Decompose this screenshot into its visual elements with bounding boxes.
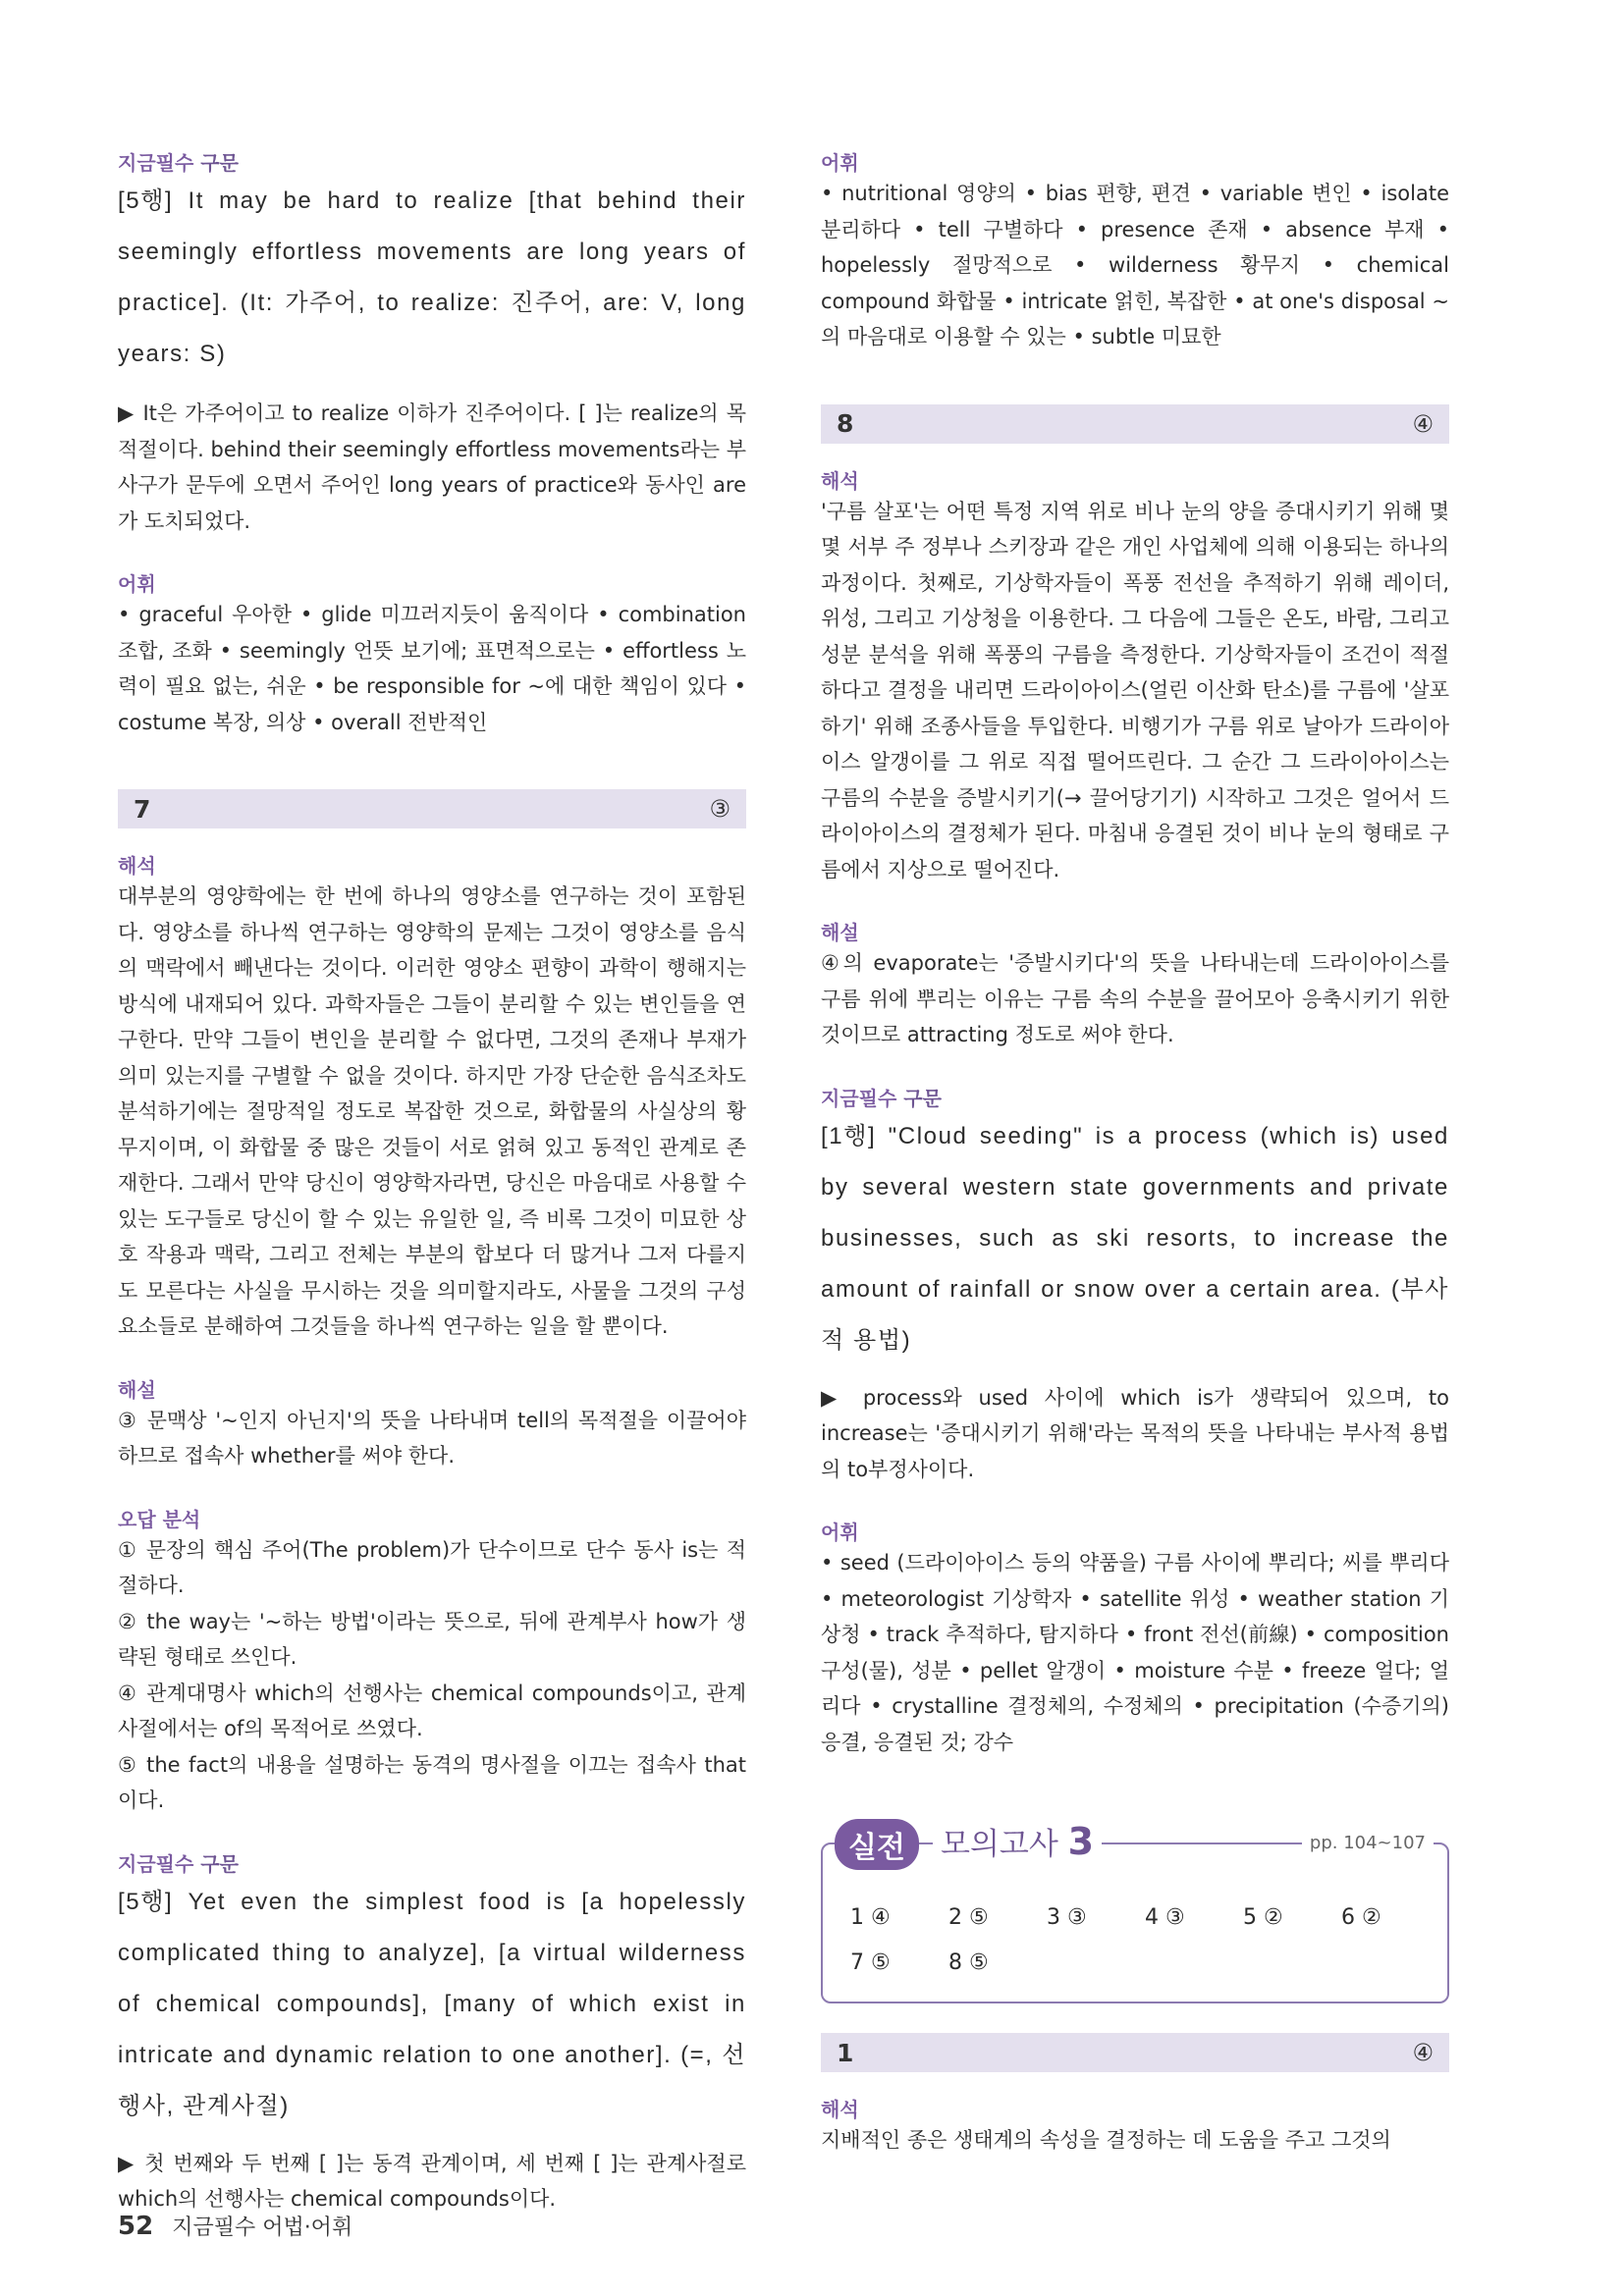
- answer-item: 2 ⑤: [948, 1905, 989, 1930]
- question-header: [821, 404, 1449, 444]
- question-answer: ④: [1412, 2039, 1434, 2066]
- explanation-text: ③ 문맥상 '~인지 아닌지'의 뜻을 나타내며 tell의 목적절을 이끌어야 하므로 접속사 whether를 써야 한다.: [118, 1408, 746, 1468]
- question-number: 8: [837, 409, 854, 438]
- vocab-label: 어휘: [821, 1521, 859, 1544]
- answer-grid: [850, 1896, 1439, 1986]
- vocab-list: • seed (드라이아이스 등의 약품을) 구름 사이에 뿌리다; 씨를 뿌리다 • meteorologist 기상학자 • satellite 위성 • weather station 기상청 • track 추적하다, 탐지하다 • front 전선(前線) • composition 구성(물), 성분 • pellet 알갱이 • moisture 수분 • freeze 얼다; 얼리다 • crystalline 결정체의, 수정체의 • precipitation (수증기의) 응결, 응결된 것; 강수: [821, 1551, 1449, 1754]
- vocab-list: • nutritional 영양의 • bias 편향, 편견 • variable 변인 • isolate 분리하다 • tell 구별하다 • presence 존재 • absence 부재 • hopelessly 절망적으로 • wilderness 황무지 • chemical compound 화합물 • intricate 얽힌, 복잡한 • at one's disposal ~의 마음대로 이용할 수 있는 • subtle 미묘한: [821, 182, 1449, 348]
- sentence-analysis: [5행] Yet even the simplest food is [a hopelessly complicated thing to analyze], [a virtual wilderness of chemical compounds], [many of which exist in intricate and dynamic relation to one another]. (=, 선행사, 관계사절): [118, 1888, 746, 2119]
- translation-label: 해석: [118, 854, 156, 878]
- vocab-label: 어휘: [821, 151, 859, 175]
- sentence-analysis: [1행] "Cloud seeding" is a process (which is) used by several western state governments and private businesses, such as ski resorts, to increase the amount of rainfall or snow over a certain area. (부사적 용법): [821, 1122, 1449, 1354]
- explanation-label: 해설: [118, 1377, 156, 1402]
- question-header: [821, 2033, 1449, 2072]
- wrong-answer-item: ④ 관계대명사 which의 선행사는 chemical compounds이고, 관계사절에서는 of의 목적어로 쓰였다.: [118, 1681, 746, 1740]
- sentence-analysis: [5행] It may be hard to realize [that behind their seemingly effortless movements are long years of practice]. (It: 가주어, to realize: 진주어, are: V, long years: S): [118, 187, 746, 367]
- left-column: [118, 147, 746, 2217]
- section-label: 지금필수 구문: [821, 1086, 942, 1110]
- explanation-label: 해설: [821, 921, 859, 944]
- section-label: 지금필수 구문: [118, 1851, 239, 1876]
- practice-badge: 실전: [835, 1819, 919, 1870]
- wrong-answer-label: 오답 분석: [118, 1507, 201, 1531]
- question-number: 1: [837, 2038, 854, 2067]
- translation-label: 해석: [821, 468, 859, 493]
- wrong-answer-item: ② the way는 '~하는 방법'이라는 뜻으로, 뒤에 관계부사 how가 생략된 형태로 쓰인다.: [118, 1609, 746, 1669]
- question-number: 7: [134, 794, 151, 824]
- explanation-text: ④의 evaporate는 '증발시키다'의 뜻을 나타내는데 드라이아이스를 구름 위에 뿌리는 이유는 구름 속의 수분을 끌어모아 응축시키기 위한 것이므로 attracting 정도로 써야 한다.: [821, 951, 1449, 1046]
- answer-item: 6 ②: [1341, 1905, 1381, 1930]
- translation-label: 해석: [821, 2098, 859, 2121]
- question-answer: ③: [709, 795, 731, 823]
- answer-item: 4 ③: [1145, 1905, 1185, 1930]
- sentence-explanation: ▶ It은 가주어이고 to realize 이하가 진주어이다. [ ]는 realize의 목적절이다. behind their seemingly effortless movements라는 부사구가 문두에 오면서 주어인 long years of practice와 동사인 are가 도치되었다.: [118, 401, 746, 533]
- vocab-list: • graceful 우아한 • glide 미끄러지듯이 움직이다 • combination 조합, 조화 • seemingly 언뜻 보기에; 표면적으로는 • effortless 노력이 필요 없는, 쉬운 • be responsible for ~에 대한 책임이 있다 • costume 복장, 의상 • overall 전반적인: [118, 603, 746, 734]
- answer-item: 5 ②: [1243, 1905, 1283, 1930]
- translation-text: 대부분의 영양학에는 한 번에 하나의 영양소를 연구하는 것이 포함된다. 영양소를 하나씩 연구하는 영양학의 문제는 그것이 영양소를 음식의 맥락에서 빼낸다는 것이다. 이러한 영양소 편향이 과학이 행해지는 방식에 내재되어 있다. 과학자들은 그들이 분리할 수 있는 변인들을 연구한다. 만약 그들이 변인을 분리할 수 없다면, 그것의 존재나 부재가 의미 있는지를 구별할 수 없을 것이다. 하지만 가장 단순한 음식조차도 분석하기에는 절망적일 정도로 복잡한 것으로, 화합물의 사실상의 황무지이며, 이 화합물 중 많은 것들이 서로 얽혀 있고 동적인 관계로 존재한다. 그래서 만약 당신이 영양학자라면, 당신은 마음대로 사용할 수 있는 도구들로 당신이 할 수 있는 유일한 일, 즉 비록 그것이 미묘한 상호 작용과 맥락, 그리고 전체는 부분의 합보다 더 많거나 그저 다를지도 모른다는 사실을 무시하는 것을 의미할지라도, 사물을 그것의 구성 요소들로 분해하여 그것들을 하나씩 연구하는 일을 할 뿐이다.: [118, 884, 746, 1338]
- page-range: pp. 104~107: [1302, 1833, 1434, 1853]
- practice-test-title: 모의고사 3: [933, 1819, 1102, 1863]
- answer-item: 8 ⑤: [948, 1950, 989, 1975]
- vocab-label: 어휘: [118, 572, 156, 596]
- wrong-answer-item: ① 문장의 핵심 주어(The problem)가 단수이므로 단수 동사 is는 적절하다.: [118, 1537, 746, 1597]
- translation-text: '구름 살포'는 어떤 특정 지역 위로 비나 눈의 양을 증대시키기 위해 몇몇 서부 주 정부나 스키장과 같은 개인 사업체에 의해 이용되는 하나의 과정이다. 첫째로, 기상학자들이 폭풍 전선을 추적하기 위해 레이더, 위성, 그리고 기상청을 이용한다. 그 다음에 그들은 온도, 바람, 그리고 성분 분석을 위해 폭풍의 구름을 측정한다. 기상학자들이 조건이 적절하다고 결정을 내리면 드라이아이스(얼린 이산화 탄소)를 구름에 '살포하기' 위해 조종사들을 투입한다. 비행기가 구름 위로 날아가 드라이아이스 알갱이를 그 위로 직접 떨어뜨린다. 그 순간 그 드라이아이스는 구름의 수분을 증발시키기(→ 끌어당기기) 시작하고 그것은 얼어서 드라이아이스의 결정체가 된다. 마침내 응결된 것이 비나 눈의 형태로 구름에서 지상으로 떨어진다.: [821, 499, 1449, 881]
- question-answer: ④: [1412, 409, 1434, 438]
- sentence-explanation: ▶ 첫 번째와 두 번째 [ ]는 동격 관계이며, 세 번째 [ ]는 관계사절로 which의 선행사는 chemical compounds이다.: [118, 2151, 746, 2211]
- page-number: 52: [118, 2212, 154, 2241]
- section-label: 지금필수 구문: [118, 151, 239, 175]
- question-header: [118, 789, 746, 828]
- book-title: 지금필수 어법·어휘: [172, 2216, 353, 2240]
- answer-item: 1 ④: [850, 1905, 891, 1930]
- wrong-answer-item: ⑤ the fact의 내용을 설명하는 동격의 명사절을 이끄는 접속사 that이다.: [118, 1752, 746, 1812]
- page-footer: [118, 2211, 352, 2241]
- sentence-explanation: ▶ process와 used 사이에 which is가 생략되어 있으며, to increase는 '증대시키기 위해'라는 목적의 뜻을 나타내는 부사적 용법의 to부정사이다.: [821, 1385, 1449, 1481]
- right-column: [821, 147, 1449, 2159]
- answer-item: 7 ⑤: [850, 1950, 891, 1975]
- translation-text: 지배적인 종은 생태계의 속성을 결정하는 데 도움을 주고 그것의: [821, 2128, 1391, 2152]
- practice-test-answer-box: [821, 1820, 1449, 2003]
- answer-item: 3 ③: [1047, 1905, 1087, 1930]
